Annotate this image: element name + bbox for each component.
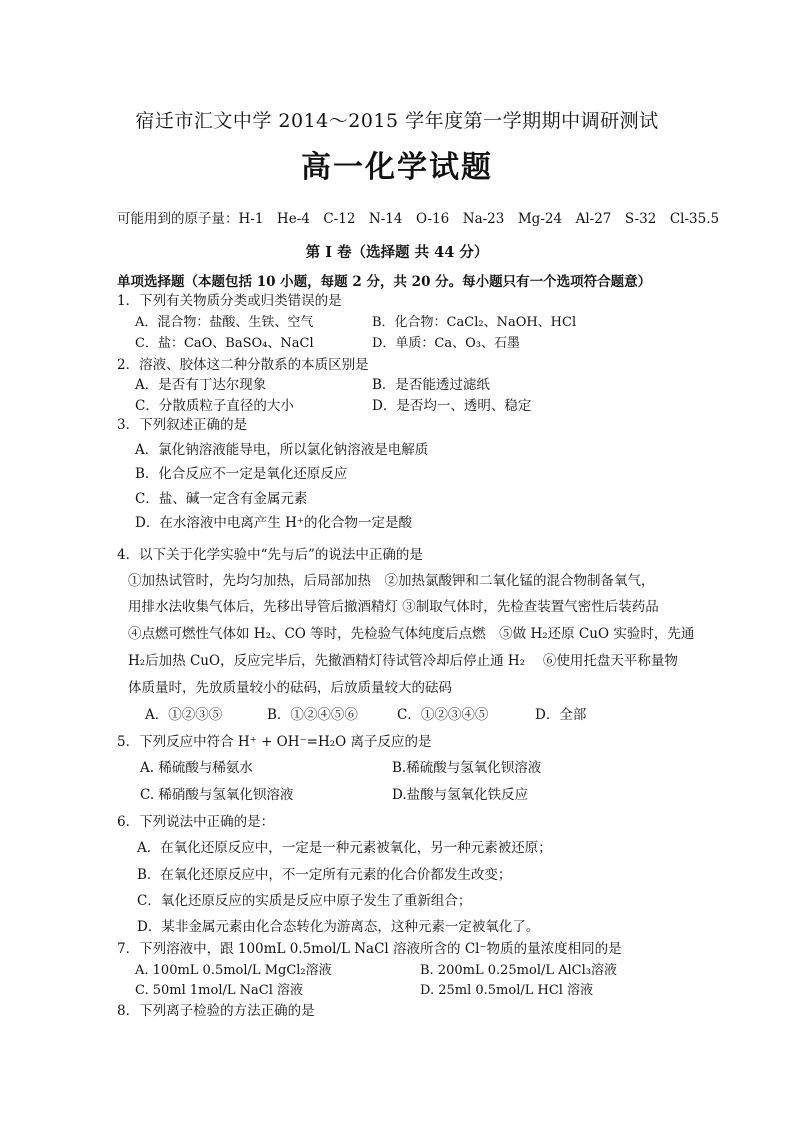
question-6-option-d: D．某非金属元素由化合态转化为游离态，这种元素一定被氧化了。 — [137, 919, 540, 935]
question-4-statement-line-1: ①加热试管时，先均匀加热，后局部加热 ②加热氯酸钾和二氧化锰的混合物制备氧气， — [128, 573, 655, 589]
section-instructions: 单项选择题（本题包括 10 小题，每题 2 分，共 20 分。每小题只有一个选项符合题意） — [117, 274, 652, 290]
question-4-statement-line-3: ④点燃可燃性气体如 H₂、CO 等时，先检验气体纯度后点燃 ⑤做 H₂还原 CuO 实验时，先通 — [128, 626, 695, 642]
question-7-stem: 7．下列溶液中，跟 100mL 0.5mol/L NaCl 溶液所含的 Cl⁻物质的量浓度相同的是 — [117, 941, 622, 957]
question-5-option-b: B.稀硫酸与氢氧化钡溶液 — [392, 760, 542, 776]
question-1-stem: 1．下列有关物质分类或归类错误的是 — [117, 293, 342, 309]
question-5-option-a: A. 稀硫酸与稀氨水 — [140, 760, 253, 776]
question-4-statement-line-2: 用排水法收集气体后，先移出导管后撤酒精灯 ③制取气体时，先检查装置气密性后装药品 — [128, 599, 659, 615]
part-heading: 第 I 卷（选择题 共 44 分） — [305, 244, 489, 261]
question-2-option-c: C．分散质粒子直径的大小 — [135, 398, 294, 414]
question-4-option-a: A．①②③⑤ — [145, 707, 223, 723]
question-8-stem: 8．下列离子检验的方法正确的是 — [117, 1003, 315, 1019]
question-3-option-b: B．化合反应不一定是氧化还原反应 — [135, 466, 348, 482]
question-1-option-a: A．混合物：盐酸、生铁、空气 — [135, 315, 314, 330]
question-6-option-c: C．氧化还原反应的实质是反应中原子发生了重新组合； — [137, 893, 472, 909]
question-7-option-a: A. 100mL 0.5mol/L MgCl₂溶液 — [135, 963, 332, 978]
question-1-option-d: D．单质：Ca、O₃、石墨 — [372, 336, 520, 351]
question-2-option-a: A．是否有丁达尔现象 — [135, 377, 267, 393]
question-4-option-c: C．①②③④⑤ — [397, 707, 489, 723]
question-3-option-d: D．在水溶液中电离产生 H⁺的化合物一定是酸 — [135, 515, 413, 531]
question-4-stem: 4．以下关于化学实验中“先与后”的说法中正确的是 — [117, 547, 423, 563]
question-3-option-c: C．盐、碱一定含有金属元素 — [135, 491, 308, 507]
question-6-stem: 6．下列说法中正确的是： — [117, 814, 275, 830]
question-4-option-b: B．①②④⑤⑥ — [267, 707, 358, 723]
question-4-option-d: D．全部 — [535, 707, 587, 723]
question-7-option-b: B. 200mL 0.25mol/L AlCl₃溶液 — [420, 963, 617, 978]
question-2-option-b: B．是否能透过滤纸 — [372, 377, 490, 393]
question-2-stem: 2．溶液、胶体这二种分散系的本质区别是 — [117, 357, 369, 373]
question-1-option-b: B．化合物：CaCl₂、NaOH、HCl — [372, 315, 577, 330]
question-4-statement-line-5: 体质量时，先放质量较小的砝码，后放质量较大的砝码 — [128, 680, 452, 696]
question-7-option-d: D. 25ml 0.5mol/L HCl 溶液 — [420, 983, 594, 998]
question-4-statement-line-4: H₂后加热 CuO，反应完毕后，先撤酒精灯待试管冷却后停止通 H₂ ⑥使用托盘天平称量物 — [128, 653, 678, 669]
school-header: 宿迁市汇文中学 2014～2015 学年度第一学期期中调研测试 — [135, 110, 659, 132]
question-3-option-a: A．氯化钠溶液能导电，所以氯化钠溶液是电解质 — [135, 442, 429, 458]
atomic-masses: 可能用到的原子量：H-1 He-4 C-12 N-14 O-16 Na-23 Mg-24 Al-27 S-32 Cl-35.5 — [117, 211, 720, 227]
question-5-option-d: D.盐酸与氢氧化铁反应 — [392, 787, 529, 803]
question-6-option-a: A．在氧化还原反应中，一定是一种元素被氧化，另一种元素被还原； — [137, 840, 552, 856]
question-5-option-c: C. 稀硝酸与氢氧化钡溶液 — [140, 787, 294, 803]
question-2-option-d: D．是否均一、透明、稳定 — [372, 398, 532, 414]
exam-title: 高一化学试题 — [301, 150, 493, 185]
question-6-option-b: B．在氧化还原反应中，不一定所有元素的化合价都发生改变； — [137, 867, 512, 883]
question-7-option-c: C. 50ml 1mol/L NaCl 溶液 — [135, 983, 303, 998]
question-5-stem: 5．下列反应中符合 H⁺ + OH⁻=H₂O 离子反应的是 — [117, 734, 432, 750]
question-1-option-c: C．盐：CaO、BaSO₄、NaCl — [135, 336, 314, 351]
question-3-stem: 3．下列叙述正确的是 — [117, 417, 248, 433]
